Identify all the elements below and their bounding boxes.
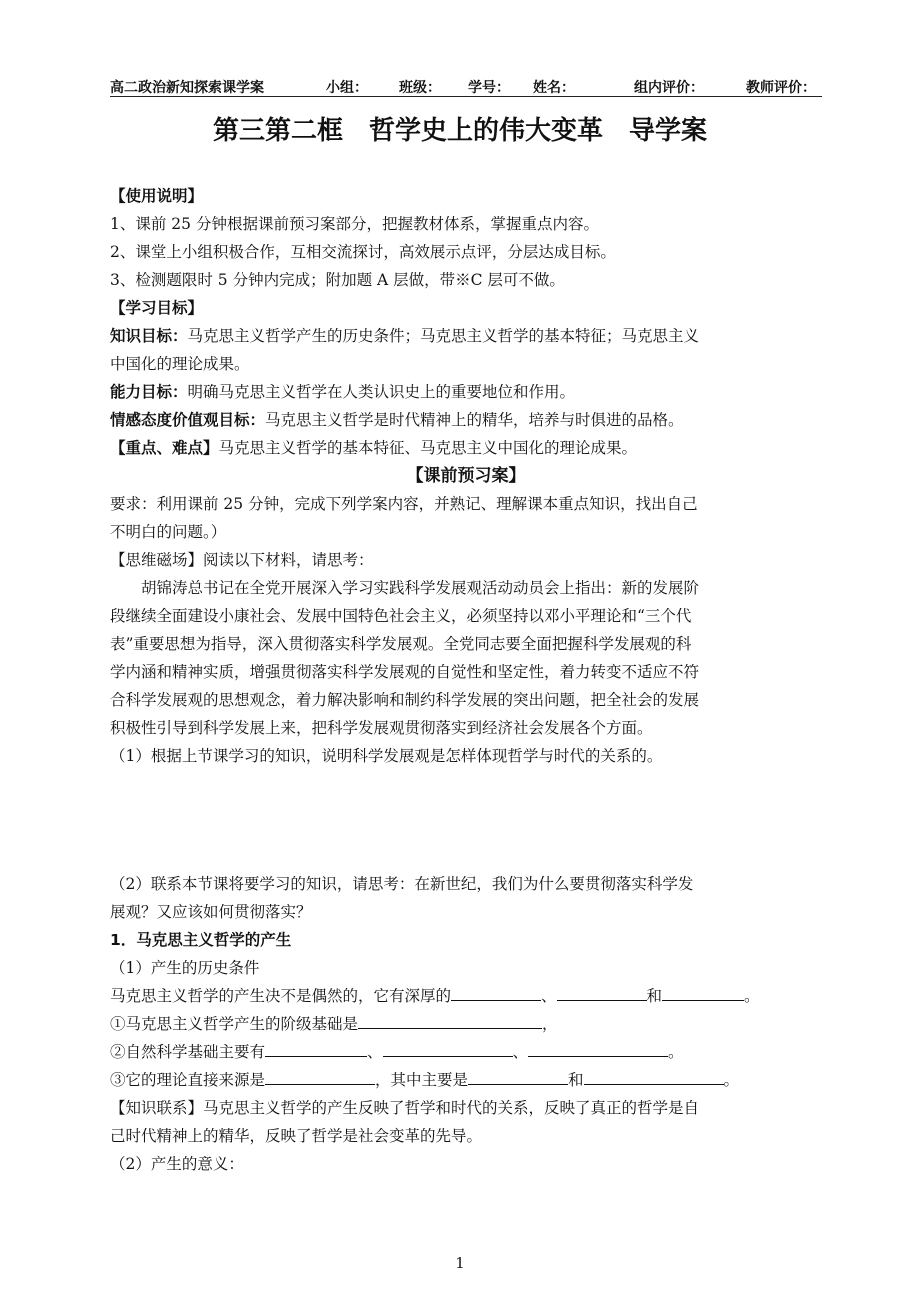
fill-blank[interactable] (383, 1042, 513, 1057)
key-points-text: 马克思主义哲学的基本特征、马克思主义中国化的理论成果。 (218, 439, 638, 457)
fill-line-foundations: 马克思主义哲学的产生决不是偶然的，它有深厚的 、 和 。 (110, 987, 760, 1005)
think-prompt: 【思维磁场】阅读以下材料，请思考： (110, 551, 374, 569)
fill-blank[interactable] (584, 1070, 724, 1085)
knowledge-goal-text: 马克思主义哲学产生的历史条件；马克思主义哲学的基本特征；马克思主义 (187, 327, 700, 345)
page-number: 1 (455, 1254, 465, 1272)
usage-heading: 【使用说明】 (110, 187, 204, 205)
page-header (110, 74, 822, 97)
fill-line-science-basis: ②自然科学基础主要有 、 、 。 (110, 1043, 684, 1061)
preview-heading: 【课前预习案】 (406, 466, 526, 486)
material-line: 段继续全面建设小康社会、发展中国特色社会主义，必须坚持以邓小平理论和“三个代 (110, 607, 692, 625)
fill-line-class-basis: ①马克思主义哲学产生的阶级基础是 ， (110, 1015, 558, 1033)
ability-goal-text: 明确马克思主义哲学在人类认识史上的重要地位和作用。 (187, 383, 576, 401)
header-name: 姓名： (533, 80, 575, 96)
knowledge-goal (110, 325, 822, 347)
fill-blank[interactable] (557, 986, 647, 1001)
header-group-eval: 组内评价： (634, 80, 704, 96)
question-2-cont: 展观？又应该如何贯彻落实？ (110, 903, 312, 921)
knowledge-goal-label: 知识目标： (110, 327, 188, 345)
subsection-significance: （2）产生的意义： (110, 1155, 244, 1173)
key-points-label: 【重点、难点】 (110, 439, 219, 457)
emotion-goal-label: 情感态度价值观目标： (110, 411, 266, 429)
ability-goal (110, 381, 822, 403)
page-title: 第三第二框 哲学史上的伟大变革 导学案 (212, 116, 707, 146)
usage-item: 1、课前 25 分钟根据课前预习案部分，把握教材体系，掌握重点内容。 (110, 215, 599, 233)
usage-item: 2、课堂上小组积极合作，互相交流探讨，高效展示点评，分层达成目标。 (110, 243, 616, 261)
header-teacher-eval: 教师评价： (746, 80, 816, 96)
emotion-goal (110, 409, 822, 431)
usage-item: 3、检测题限时 5 分钟内完成；附加题 A 层做，带※C 层可不做。 (110, 271, 565, 289)
fill-line-theory-source: ③它的理论直接来源是 ，其中主要是 和 。 (110, 1071, 740, 1089)
knowledge-link (110, 1097, 822, 1119)
fill-blank[interactable] (468, 1070, 568, 1085)
header-doc-title: 高二政治新知探索课学案 (110, 80, 264, 96)
knowledge-link-cont: 己时代精神上的精华，反映了哲学是社会变革的先导。 (110, 1127, 483, 1145)
material-line: 合科学发展观的思想观念，着力解决影响和制约科学发展的突出问题，把全社会的发展 (110, 691, 700, 709)
material-line: 胡锦涛总书记在全党开展深入学习实践科学发展观活动动员会上指出：新的发展阶 (110, 579, 700, 597)
fill-blank[interactable] (265, 1042, 367, 1057)
material-line: 表”重要思想为指导，深入贯彻落实科学发展观。全党同志要全面把握科学发展观的科 (110, 635, 692, 653)
goals-heading: 【学习目标】 (110, 299, 204, 317)
ability-goal-label: 能力目标： (110, 383, 188, 401)
fill-blank[interactable] (358, 1014, 542, 1029)
material-line: 积极性引导到科学发展上来，把科学发展观贯彻落实到经济社会发展各个方面。 (110, 719, 653, 737)
question-1: （1）根据上节课学习的知识，说明科学发展观是怎样体现哲学与时代的关系的。 (110, 747, 663, 765)
question-2: （2）联系本节课将要学习的知识，请思考：在新世纪，我们为什么要贯彻落实科学发 (110, 875, 694, 893)
fill-blank[interactable] (451, 986, 541, 1001)
material-line: 学内涵和精神实质，增强贯彻落实科学发展观的自觉性和坚定性，着力转变不适应不符 (110, 663, 700, 681)
header-group: 小组： (326, 80, 368, 96)
emotion-goal-text: 马克思主义哲学是时代精神上的精华，培养与时俱进的品格。 (265, 411, 684, 429)
preview-requirement: 要求：利用课前 25 分钟，完成下列学案内容，并熟记、理解课本重点知识，找出自己 (110, 495, 698, 513)
fill-blank[interactable] (265, 1070, 375, 1085)
header-student-no: 学号： (468, 80, 510, 96)
key-points (110, 437, 822, 459)
preview-requirement-cont: 不明白的问题。） (110, 523, 227, 541)
fill-blank[interactable] (662, 986, 744, 1001)
knowledge-link-text: 马克思主义哲学的产生反映了哲学和时代的关系，反映了真正的哲学是自 (203, 1099, 700, 1117)
subsection-conditions: （1）产生的历史条件 (110, 959, 260, 977)
header-class: 班级： (399, 80, 441, 96)
knowledge-goal-cont: 中国化的理论成果。 (110, 355, 250, 373)
fill-blank[interactable] (528, 1042, 668, 1057)
section-heading: 1．马克思主义哲学的产生 (110, 931, 292, 949)
knowledge-link-label: 【知识联系】 (110, 1099, 204, 1117)
